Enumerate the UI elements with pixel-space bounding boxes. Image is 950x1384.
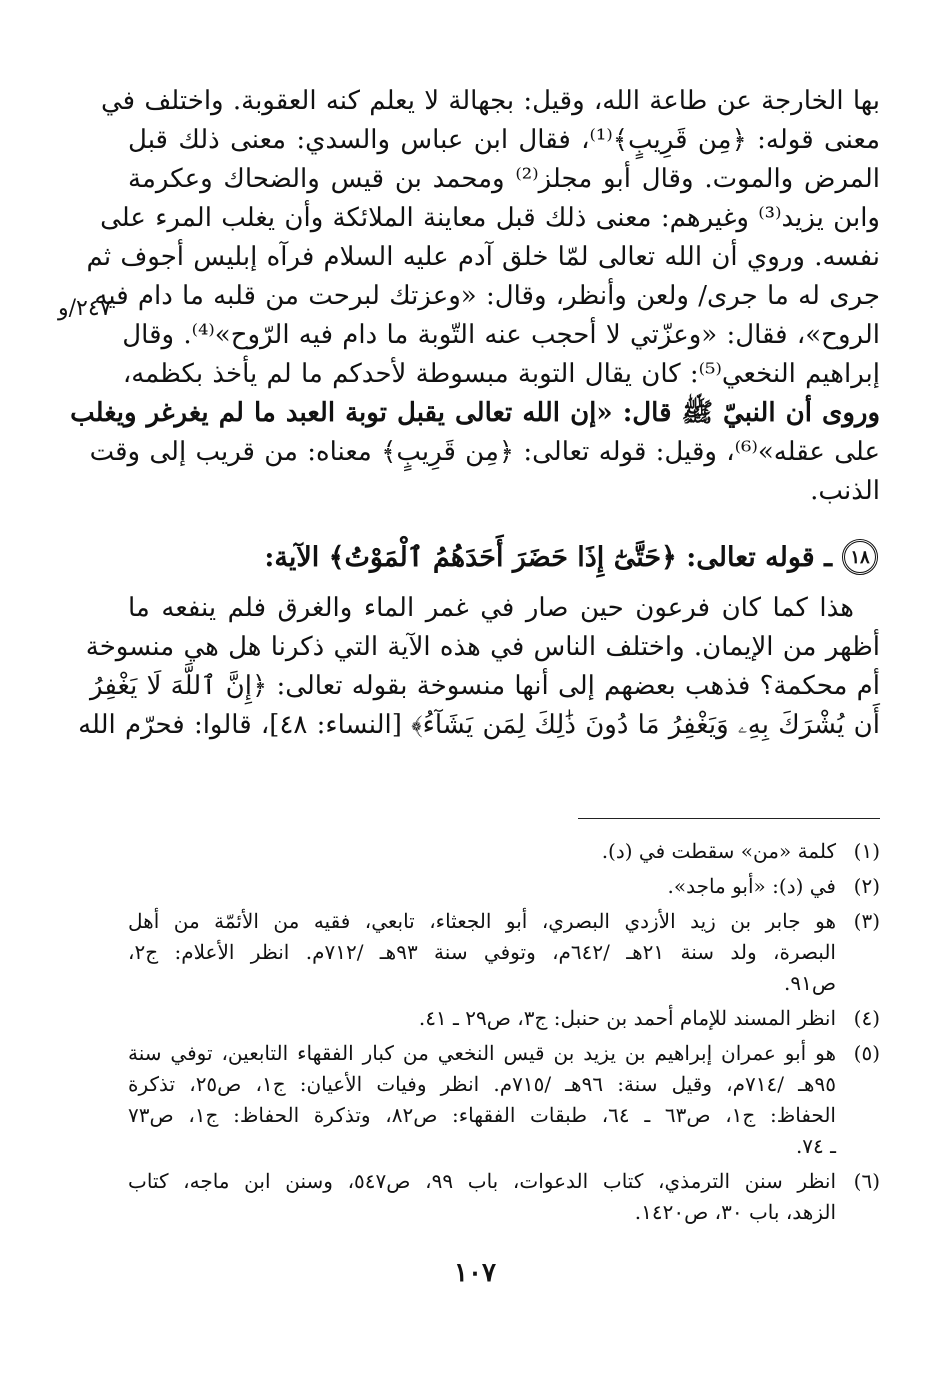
text-line: الذنب. xyxy=(810,476,880,506)
text-line: أم محكمة؟ فذهب بعضهم إلى أنها منسوخة بقوله تعالى: ﴿إِنَّ ٱللَّهَ لَا يَغْفِرُ xyxy=(90,671,880,701)
footnote xyxy=(128,871,880,902)
footnote-separator xyxy=(578,818,880,819)
text-line: نفسه. وروي أن الله تعالى لمّا خلق آدم عليه السلام فرآه إبليس أجوف ثم xyxy=(86,242,880,272)
manuscript-folio-marker: ٢٤٧/و xyxy=(58,296,112,321)
footnote-line: انظر المسند للإمام أحمد بن حنبل: ج٣، ص٢٩ ـ ٤١. xyxy=(418,1006,836,1030)
footnote-line: ص٩١. xyxy=(783,971,836,995)
page-number: ١٠٧ xyxy=(454,1258,496,1288)
text-line: بها الخارجة عن طاعة الله، وقيل: بجهالة لا يعلم كنه العقوبة. واختلف في xyxy=(101,86,880,116)
text-line: أَن يُشْرَكَ بِهِۦ وَيَغْفِرُ مَا دُونَ ذَٰلِكَ لِمَن يَشَآءُ﴾ [النساء: ٤٨]، قالوا: فحرّم الله xyxy=(78,710,880,740)
text-line: على عقله»⁽⁶⁾، وقيل: قوله تعالى: ﴿مِن قَرِيبٍ﴾ معناه: من قريب إلى وقت xyxy=(89,437,880,467)
footnote xyxy=(128,1038,880,1162)
footnote-line: الحفاظ: ج١، ص٦٣ ـ ٦٤، طبقات الفقهاء: ص٨٢، وتذكرة الحفاظ: ج١، ص٧٣ xyxy=(128,1103,836,1127)
footnote-number: (٢) xyxy=(853,874,880,898)
footnote-line: البصرة، ولد سنة ٢١هـ /٦٤٢م، وتوفي سنة ٩٣هـ /٧١٢م. انظر الأعلام: ج٢، xyxy=(128,940,836,964)
footnote-line: في (د): «أبو ماجد». xyxy=(667,874,836,898)
text-line: هذا كما كان فرعون حين صار في غمر الماء والغرق فلم ينفعه ما xyxy=(128,593,854,623)
footnote-line: هو أبو عمران إبراهيم بن يزيد بن قيس النخعي من كبار الفقهاء التابعين، توفي سنة xyxy=(128,1041,836,1065)
footnote-line: انظر سنن الترمذي، كتاب الدعوات، باب ٩٩، ص٥٤٧، وسنن ابن ماجه، كتاب xyxy=(128,1169,837,1193)
footnote-number: (٦) xyxy=(853,1169,880,1193)
footnote-line: ٩٥هـ /٧١٤م، وقيل سنة: ٩٦هـ /٧١٥م. انظر وفيات الأعيان: ج١، ص٢٥، تذكرة xyxy=(128,1072,836,1096)
section-heading xyxy=(128,533,880,581)
heading-text: ـ قوله تعالى: ﴿حَتَّىٰٓ إِذَا حَضَرَ أَحَدَهُمُ ٱلْمَوْتُ﴾ الآية: xyxy=(264,541,832,573)
footnote xyxy=(128,906,880,999)
footnote-line: هو جابر بن زيد الأزدي البصري، أبو الجعثاء، تابعي، فقيه من الأئمّة من أهل xyxy=(128,909,836,933)
footnote xyxy=(128,1003,880,1034)
text-line: وابن يزيد⁽³⁾ وغيرهم: معنى ذلك قبل معاينة الملائكة وأن يغلب المرء على xyxy=(100,203,880,233)
text-line: إبراهيم النخعي⁽⁵⁾: كان يقال التوبة مبسوطة لأحدكم ما لم يأخذ بكظمه، xyxy=(122,359,880,389)
footnote xyxy=(128,836,880,867)
footnote-line: الزهد، باب ٣٠، ص١٤٢٠. xyxy=(634,1200,836,1224)
text-line: جرى له ما جرى/ ولعن وأنظر، وقال: «وعزتك لبرحت من قلبه ما دام فيه xyxy=(94,281,880,311)
text-line: وروى أن النبيّ ﷺ قال: «إن الله تعالى يقبل توبة العبد ما لم يغرغر ويغلب xyxy=(70,398,880,428)
text-line: المرض والموت. وقال أبو مجلز⁽²⁾ ومحمد بن قيس والضحاك وعكرمة xyxy=(128,164,880,194)
footnote-number: (٣) xyxy=(853,909,880,933)
footnote-number: (٥) xyxy=(853,1041,880,1065)
text-line: معنى قوله: ﴿مِن قَرِيبٍ﴾⁽¹⁾، فقال ابن عباس والسدي: معنى ذلك قبل xyxy=(128,125,880,155)
verse-number-badge: ١٨ xyxy=(842,539,878,575)
footnote xyxy=(128,1166,880,1228)
footnote-line: ـ ٧٤. xyxy=(795,1134,836,1158)
paragraph-2 xyxy=(78,589,880,745)
text-line: أظهر من الإيمان. واختلف الناس في هذه الآية التي ذكرنا هل هي منسوخة xyxy=(85,632,880,662)
footnote-number: (١) xyxy=(853,839,880,863)
footnote-line: كلمة «من» سقطت في (د). xyxy=(601,839,836,863)
text-line: الروح»، فقال: «وعزّتي لا أحجب عنه التّوبة ما دام فيه الرّوح»⁽⁴⁾. وقال xyxy=(122,320,880,350)
footnotes xyxy=(128,836,880,1232)
footnote-number: (٤) xyxy=(853,1006,880,1030)
